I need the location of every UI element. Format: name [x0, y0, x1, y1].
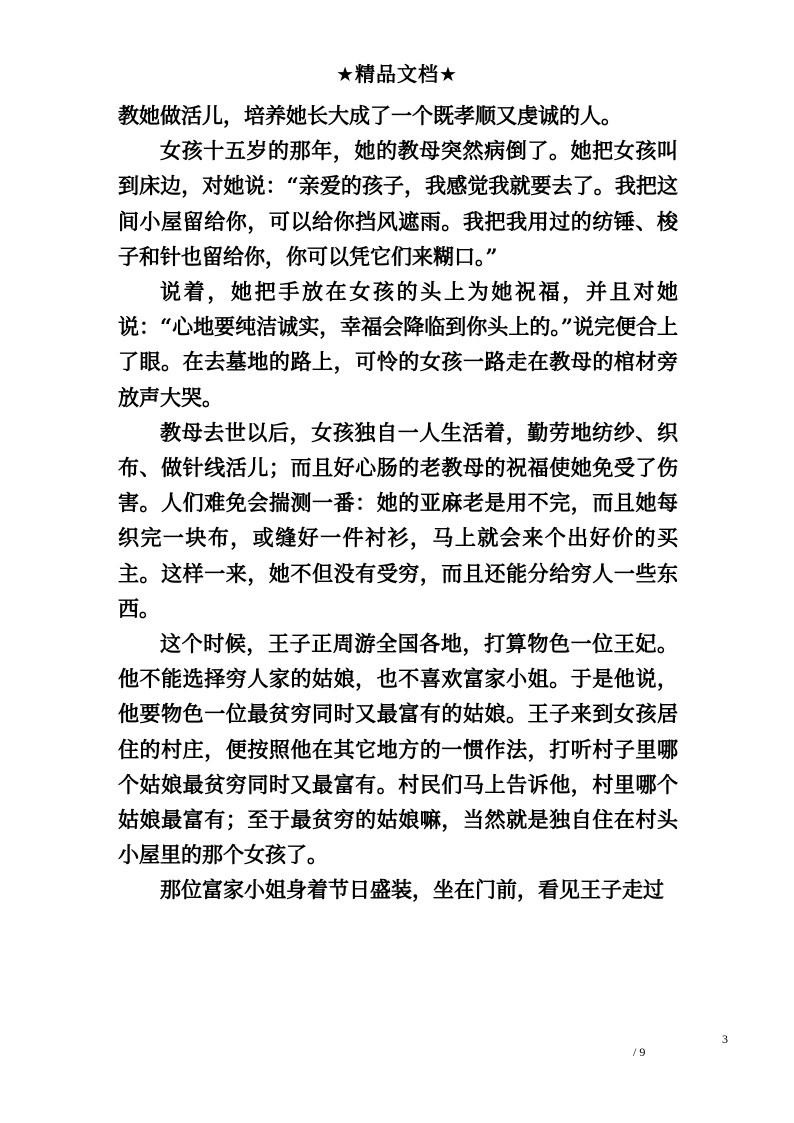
page-total: / 9 [633, 1045, 646, 1059]
document-body [118, 98, 678, 908]
paragraph-3: 说着，她把手放在女孩的头上为她祝福，并且对她说：“心地要纯洁诚实，幸福会降临到你头上的。”说完便合上了眼。在去墓地的路上，可怜的女孩一路走在教母的棺材旁放声大哭。 [118, 279, 678, 410]
paragraph-4: 教母去世以后，女孩独自一人生活着，勤劳地纺纱、织布、做针线活儿；而且好心肠的老教母的祝福使她免受了伤害。人们难免会揣测一番：她的亚麻老是用不完，而且她每织完一块布，或缝好一件衬衫，马上就会来个出好价的买主。这样一来，她不但没有受穷，而且还能分给穷人一些东西。 [118, 419, 678, 621]
page-number: 3 [722, 1032, 728, 1046]
paragraph-6: 那位富家小姐身着节日盛装，坐在门前，看见王子走过 [160, 877, 664, 903]
paragraph-5: 这个时候，王子正周游全国各地，打算物色一位王妃。他不能选择穷人家的姑娘，也不喜欢富家小姐。于是他说，他要物色一位最贫穷同时又最富有的姑娘。王子来到女孩居住的村庄，便按照他在其它地方的一惯作法，打听村子里哪个姑娘最贫穷同时又最富有。村民们马上告诉他，村里哪个姑娘最富有；至于最贫穷的姑娘嘛，当然就是独自住在村头小屋里的那个女孩了。 [118, 631, 678, 868]
document-header-title: ★精品文档★ [336, 62, 458, 86]
paragraph-2: 女孩十五岁的那年，她的教母突然病倒了。她把女孩叫到床边，对她说：“亲爱的孩子，我感觉我就要去了。我把这间小屋留给你，可以给你挡风遮雨。我把我用过的纺锤、梭子和针也留给你，你可以凭它们来糊口。” [118, 138, 678, 269]
paragraph-1: 教她做活儿，培养她长大成了一个既孝顺又虔诚的人。 [118, 103, 622, 128]
